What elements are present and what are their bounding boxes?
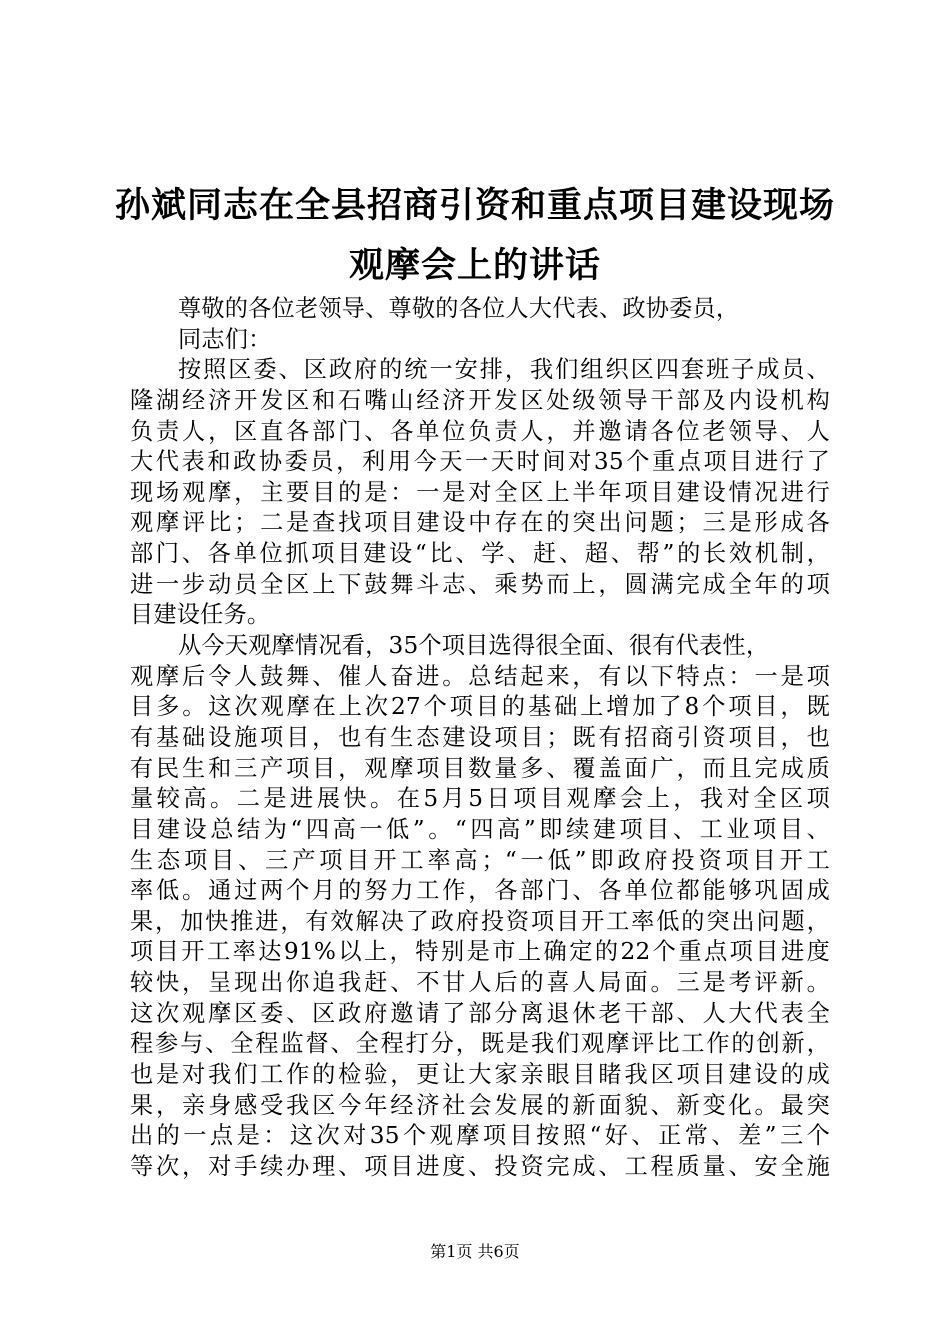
salutation-line: 同志们： — [178, 325, 272, 353]
paragraph-line: 隆湖经济开发区和石嘴山经济开发区处级领导干部及内设机构 — [130, 386, 830, 414]
paragraph-line: 目建设总结为“四高一低”。“四高”即续建项目、工业项目、 — [130, 815, 830, 843]
paragraph-line: 进一步动员全区上下鼓舞斗志、乘势而上，圆满完成全年的项 — [130, 570, 830, 598]
paragraph-line: 目多。这次观摩在上次27个项目的基础上增加了8个项目，既 — [130, 693, 830, 721]
page-number-footer: 第1页 共6页 — [430, 1242, 520, 1261]
paragraph-line: 较快，呈现出你追我赶、不甘人后的喜人局面。三是考评新。 — [130, 969, 830, 997]
paragraph-line: 果，亲身感受我区今年经济社会发展的新面貌、新变化。最突 — [130, 1091, 830, 1119]
paragraph-line: 果，加快推进，有效解决了政府投资项目开工率低的突出问题， — [130, 907, 830, 935]
paragraph-line: 量较高。二是进展快。在5月5日项目观摩会上，我对全区项 — [130, 785, 830, 813]
paragraph-line: 这次观摩区委、区政府邀请了部分离退休老干部、人大代表全 — [130, 999, 830, 1027]
paragraph-line: 有基础设施项目，也有生态建设项目；既有招商引资项目，也 — [130, 723, 830, 751]
paragraph-line: 率低。通过两个月的努力工作，各部门、各单位都能够巩固成 — [130, 877, 830, 905]
paragraph-line: 从今天观摩情况看，35个项目选得很全面、很有代表性， — [178, 632, 770, 660]
paragraph-line: 观摩评比；二是查找项目建设中存在的突出问题；三是形成各 — [130, 509, 830, 537]
paragraph-line: 也是对我们工作的检验，更让大家亲眼目睹我区项目建设的成 — [130, 1061, 830, 1089]
paragraph-line: 部门、各单位抓项目建设“比、学、赶、超、帮”的长效机制， — [130, 540, 830, 568]
salutation-line: 尊敬的各位老领导、尊敬的各位人大代表、政协委员， — [178, 295, 740, 322]
paragraph-line: 等次，对手续办理、项目进度、投资完成、工程质量、安全施 — [130, 1152, 830, 1180]
paragraph-line: 按照区委、区政府的统一安排，我们组织区四套班子成员、 — [178, 356, 830, 384]
paragraph-line: 大代表和政协委员，利用今天一天时间对35个重点项目进行了 — [130, 448, 830, 476]
paragraph-line: 生态项目、三产项目开工率高；“一低”即政府投资项目开工 — [130, 846, 830, 874]
paragraph-line: 出的一点是：这次对35个观摩项目按照“好、正常、差”三个 — [130, 1122, 830, 1150]
paragraph-line: 目建设任务。 — [130, 601, 271, 629]
paragraph-line: 现场观摩，主要目的是：一是对全区上半年项目建设情况进行 — [130, 478, 830, 506]
paragraph-line: 程参与、全程监督、全程打分，既是我们观摩评比工作的创新， — [130, 1030, 830, 1058]
paragraph-line: 有民生和三产项目，观摩项目数量多、覆盖面广，而且完成质 — [130, 754, 830, 782]
document-title-line-2: 观摩会上的讲话 — [348, 245, 601, 286]
document-title-line-1: 孙斌同志在全县招商引资和重点项目建设现场 — [114, 185, 835, 226]
paragraph-line: 观摩后令人鼓舞、催人奋进。总结起来，有以下特点：一是项 — [130, 662, 830, 690]
paragraph-line: 项目开工率达91%以上，特别是市上确定的22个重点项目进度 — [130, 938, 830, 966]
paragraph-line: 负责人，区直各部门、各单位负责人，并邀请各位老领导、人 — [130, 417, 830, 445]
document-body — [130, 294, 830, 1183]
